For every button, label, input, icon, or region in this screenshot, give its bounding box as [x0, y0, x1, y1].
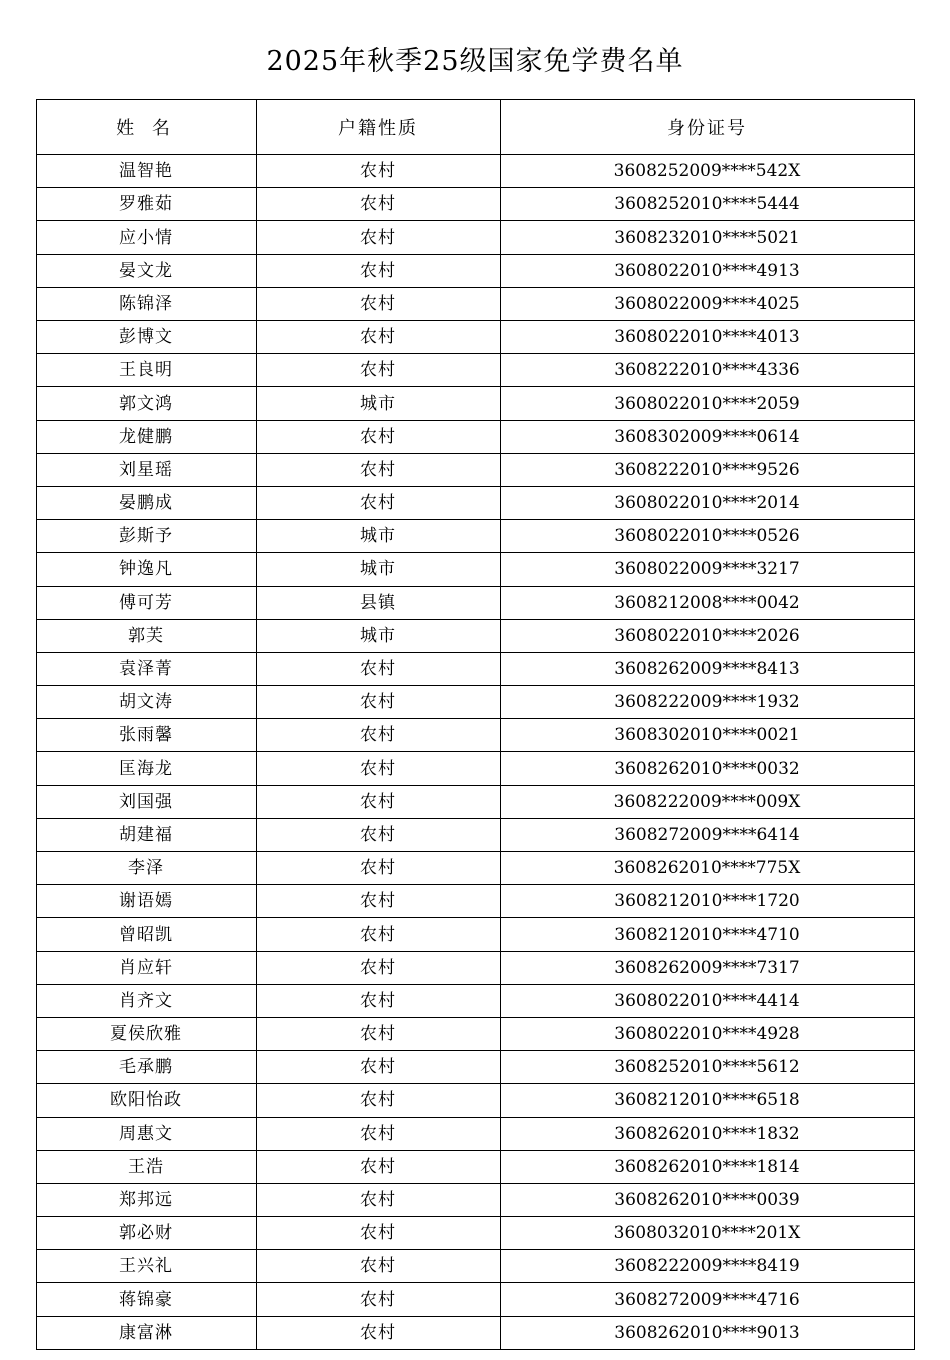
cell-household: 农村 — [256, 885, 500, 918]
cell-name: 王兴礼 — [36, 1250, 256, 1283]
table-row — [36, 1150, 914, 1183]
cell-name: 傅可芳 — [36, 586, 256, 619]
cell-id-number: 3608302009****0614 — [500, 420, 914, 453]
table-row — [36, 453, 914, 486]
cell-household: 农村 — [256, 1316, 500, 1349]
cell-name: 晏鹏成 — [36, 486, 256, 519]
cell-household: 农村 — [256, 719, 500, 752]
cell-household: 城市 — [256, 387, 500, 420]
cell-household: 农村 — [256, 221, 500, 254]
cell-household: 农村 — [256, 1017, 500, 1050]
cell-name: 罗雅茹 — [36, 188, 256, 221]
table-row — [36, 785, 914, 818]
cell-household: 农村 — [256, 1117, 500, 1150]
column-header-id-number: 身份证号 — [500, 100, 914, 155]
cell-name: 肖应轩 — [36, 951, 256, 984]
cell-id-number: 3608212010****1720 — [500, 885, 914, 918]
cell-household: 农村 — [256, 785, 500, 818]
cell-id-number: 3608262010****9013 — [500, 1316, 914, 1349]
cell-id-number: 3608262009****7317 — [500, 951, 914, 984]
table-row — [36, 752, 914, 785]
cell-household: 农村 — [256, 254, 500, 287]
cell-id-number: 3608022010****4414 — [500, 984, 914, 1017]
cell-name: 康富淋 — [36, 1316, 256, 1349]
cell-name: 龙健鹏 — [36, 420, 256, 453]
cell-name: 袁泽菁 — [36, 652, 256, 685]
cell-name: 王良明 — [36, 354, 256, 387]
cell-id-number: 3608022010****4013 — [500, 321, 914, 354]
cell-id-number: 3608222010****4336 — [500, 354, 914, 387]
cell-id-number: 3608022010****2014 — [500, 486, 914, 519]
cell-household: 农村 — [256, 818, 500, 851]
cell-name: 刘星瑶 — [36, 453, 256, 486]
table-row — [36, 885, 914, 918]
cell-household: 县镇 — [256, 586, 500, 619]
cell-household: 农村 — [256, 918, 500, 951]
cell-name: 蒋锦豪 — [36, 1283, 256, 1316]
cell-name: 肖齐文 — [36, 984, 256, 1017]
cell-household: 农村 — [256, 420, 500, 453]
cell-name: 晏文龙 — [36, 254, 256, 287]
cell-id-number: 3608252009****542X — [500, 155, 914, 188]
cell-id-number: 3608022010****4928 — [500, 1017, 914, 1050]
table-row — [36, 686, 914, 719]
cell-id-number: 3608252010****5444 — [500, 188, 914, 221]
cell-name: 胡建福 — [36, 818, 256, 851]
cell-name: 郭必财 — [36, 1217, 256, 1250]
cell-id-number: 3608272009****6414 — [500, 818, 914, 851]
table-row — [36, 155, 914, 188]
cell-id-number: 3608022009****4025 — [500, 287, 914, 320]
cell-id-number: 3608022010****2059 — [500, 387, 914, 420]
cell-name: 陈锦泽 — [36, 287, 256, 320]
cell-id-number: 3608032010****201X — [500, 1217, 914, 1250]
cell-name: 李泽 — [36, 852, 256, 885]
cell-household: 农村 — [256, 652, 500, 685]
cell-household: 农村 — [256, 951, 500, 984]
cell-name: 彭斯予 — [36, 520, 256, 553]
cell-name: 郭文鸿 — [36, 387, 256, 420]
cell-id-number: 3608022010****0526 — [500, 520, 914, 553]
cell-id-number: 3608252010****5612 — [500, 1051, 914, 1084]
cell-name: 王浩 — [36, 1150, 256, 1183]
cell-id-number: 3608302010****0021 — [500, 719, 914, 752]
column-header-name: 姓 名 — [36, 100, 256, 155]
cell-id-number: 3608272009****4716 — [500, 1283, 914, 1316]
cell-name: 毛承鹏 — [36, 1051, 256, 1084]
cell-household: 农村 — [256, 155, 500, 188]
table-row — [36, 188, 914, 221]
table-row — [36, 1051, 914, 1084]
cell-household: 农村 — [256, 1217, 500, 1250]
table-row — [36, 1283, 914, 1316]
scholarship-roster-table — [36, 99, 915, 1350]
table-row — [36, 652, 914, 685]
table-row — [36, 951, 914, 984]
table-row — [36, 619, 914, 652]
cell-household: 农村 — [256, 321, 500, 354]
cell-household: 农村 — [256, 453, 500, 486]
cell-household: 农村 — [256, 752, 500, 785]
cell-id-number: 3608222009****1932 — [500, 686, 914, 719]
cell-name: 彭博文 — [36, 321, 256, 354]
cell-household: 农村 — [256, 1283, 500, 1316]
cell-id-number: 3608262010****1814 — [500, 1150, 914, 1183]
cell-name: 曾昭凯 — [36, 918, 256, 951]
cell-household: 城市 — [256, 619, 500, 652]
cell-name: 欧阳怡政 — [36, 1084, 256, 1117]
cell-name: 张雨馨 — [36, 719, 256, 752]
cell-household: 农村 — [256, 188, 500, 221]
cell-id-number: 3608212008****0042 — [500, 586, 914, 619]
table-row — [36, 719, 914, 752]
cell-id-number: 3608212010****6518 — [500, 1084, 914, 1117]
cell-name: 夏侯欣雅 — [36, 1017, 256, 1050]
table-row — [36, 918, 914, 951]
table-row — [36, 221, 914, 254]
table-row — [36, 321, 914, 354]
cell-id-number: 3608212010****4710 — [500, 918, 914, 951]
cell-name: 刘国强 — [36, 785, 256, 818]
cell-name: 谢语嫣 — [36, 885, 256, 918]
cell-household: 农村 — [256, 287, 500, 320]
cell-name: 温智艳 — [36, 155, 256, 188]
table-row — [36, 420, 914, 453]
cell-id-number: 3608262009****8413 — [500, 652, 914, 685]
column-header-household: 户籍性质 — [256, 100, 500, 155]
cell-household: 农村 — [256, 1150, 500, 1183]
table-row — [36, 586, 914, 619]
cell-household: 农村 — [256, 984, 500, 1017]
table-row — [36, 818, 914, 851]
cell-household: 农村 — [256, 1250, 500, 1283]
cell-name: 应小情 — [36, 221, 256, 254]
table-row — [36, 553, 914, 586]
cell-id-number: 3608262010****0039 — [500, 1183, 914, 1216]
cell-household: 农村 — [256, 686, 500, 719]
cell-name: 周惠文 — [36, 1117, 256, 1150]
table-row — [36, 1117, 914, 1150]
table-row — [36, 1084, 914, 1117]
cell-household: 农村 — [256, 1084, 500, 1117]
table-row — [36, 387, 914, 420]
table-header-row — [36, 100, 914, 155]
table-row — [36, 486, 914, 519]
cell-household: 农村 — [256, 1183, 500, 1216]
table-row — [36, 354, 914, 387]
cell-household: 农村 — [256, 486, 500, 519]
table-row — [36, 852, 914, 885]
table-row — [36, 1017, 914, 1050]
table-row — [36, 520, 914, 553]
table-body — [36, 155, 914, 1350]
table-row — [36, 254, 914, 287]
cell-id-number: 3608232010****5021 — [500, 221, 914, 254]
cell-id-number: 3608262010****775X — [500, 852, 914, 885]
table-row — [36, 1217, 914, 1250]
page-title: 2025年秋季25级国家免学费名单 — [266, 46, 684, 77]
cell-id-number: 3608262010****1832 — [500, 1117, 914, 1150]
table-row — [36, 287, 914, 320]
table-row — [36, 984, 914, 1017]
cell-household: 城市 — [256, 520, 500, 553]
table-row — [36, 1250, 914, 1283]
cell-name: 郭芙 — [36, 619, 256, 652]
cell-name: 胡文涛 — [36, 686, 256, 719]
cell-id-number: 3608222009****009X — [500, 785, 914, 818]
cell-household: 农村 — [256, 354, 500, 387]
cell-id-number: 3608022010****2026 — [500, 619, 914, 652]
cell-id-number: 3608222009****8419 — [500, 1250, 914, 1283]
cell-id-number: 3608222010****9526 — [500, 453, 914, 486]
table-row — [36, 1316, 914, 1349]
cell-name: 郑邦远 — [36, 1183, 256, 1216]
cell-household: 农村 — [256, 852, 500, 885]
cell-household: 农村 — [256, 1051, 500, 1084]
cell-id-number: 3608262010****0032 — [500, 752, 914, 785]
cell-id-number: 3608022010****4913 — [500, 254, 914, 287]
cell-id-number: 3608022009****3217 — [500, 553, 914, 586]
cell-name: 钟逸凡 — [36, 553, 256, 586]
cell-name: 匡海龙 — [36, 752, 256, 785]
table-row — [36, 1183, 914, 1216]
cell-household: 城市 — [256, 553, 500, 586]
